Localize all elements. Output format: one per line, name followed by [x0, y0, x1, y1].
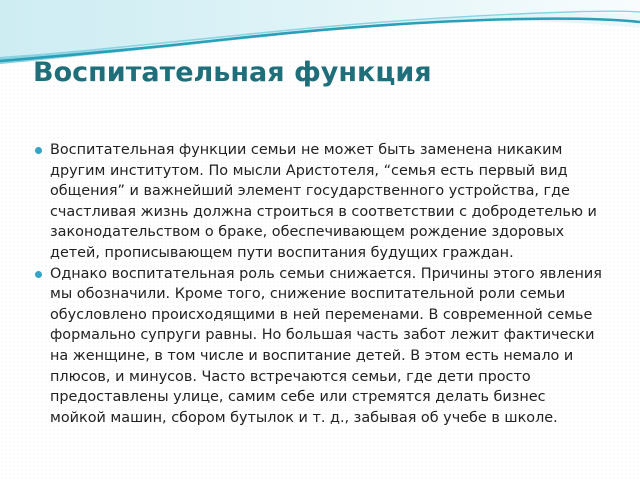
slide-title: Воспитательная функция [33, 57, 432, 88]
bullet-item [34, 264, 604, 429]
bullet-text: Однако воспитательная роль семьи снижается. Причины этого явления мы обозначили. Кроме того, снижение воспитательной роли семьи обусловлено происходящими в ней переменами. В современной семье формально супруги равны. Но большая часть забот лежит фактически на женщине, в том числе и воспитание детей. В этом есть немало и плюсов, и минусов. Часто встречаются семьи, где дети просто предоставлены улице, самим себе или стремятся делать бизнес мойкой машин, сбором бутылок и т. д., забывая об учебе в школе. [50, 265, 602, 426]
bullet-text: Воспитательная функции семьи не может быть заменена никаким другим институтом. По мысли Аристотеля, “семья есть первый вид общения” и важнейший элемент государственного устройства, где счастливая жизнь должна строиться в соответствии с добродетелью и законодательством о браке, обеспечивающем рождение здоровых детей, прописывающем пути воспитания будущих граждан. [50, 142, 597, 261]
bullet-list [34, 140, 604, 428]
bullet-dot-icon [35, 271, 42, 278]
bullet-dot-icon [35, 147, 42, 154]
bullet-item [34, 140, 604, 264]
